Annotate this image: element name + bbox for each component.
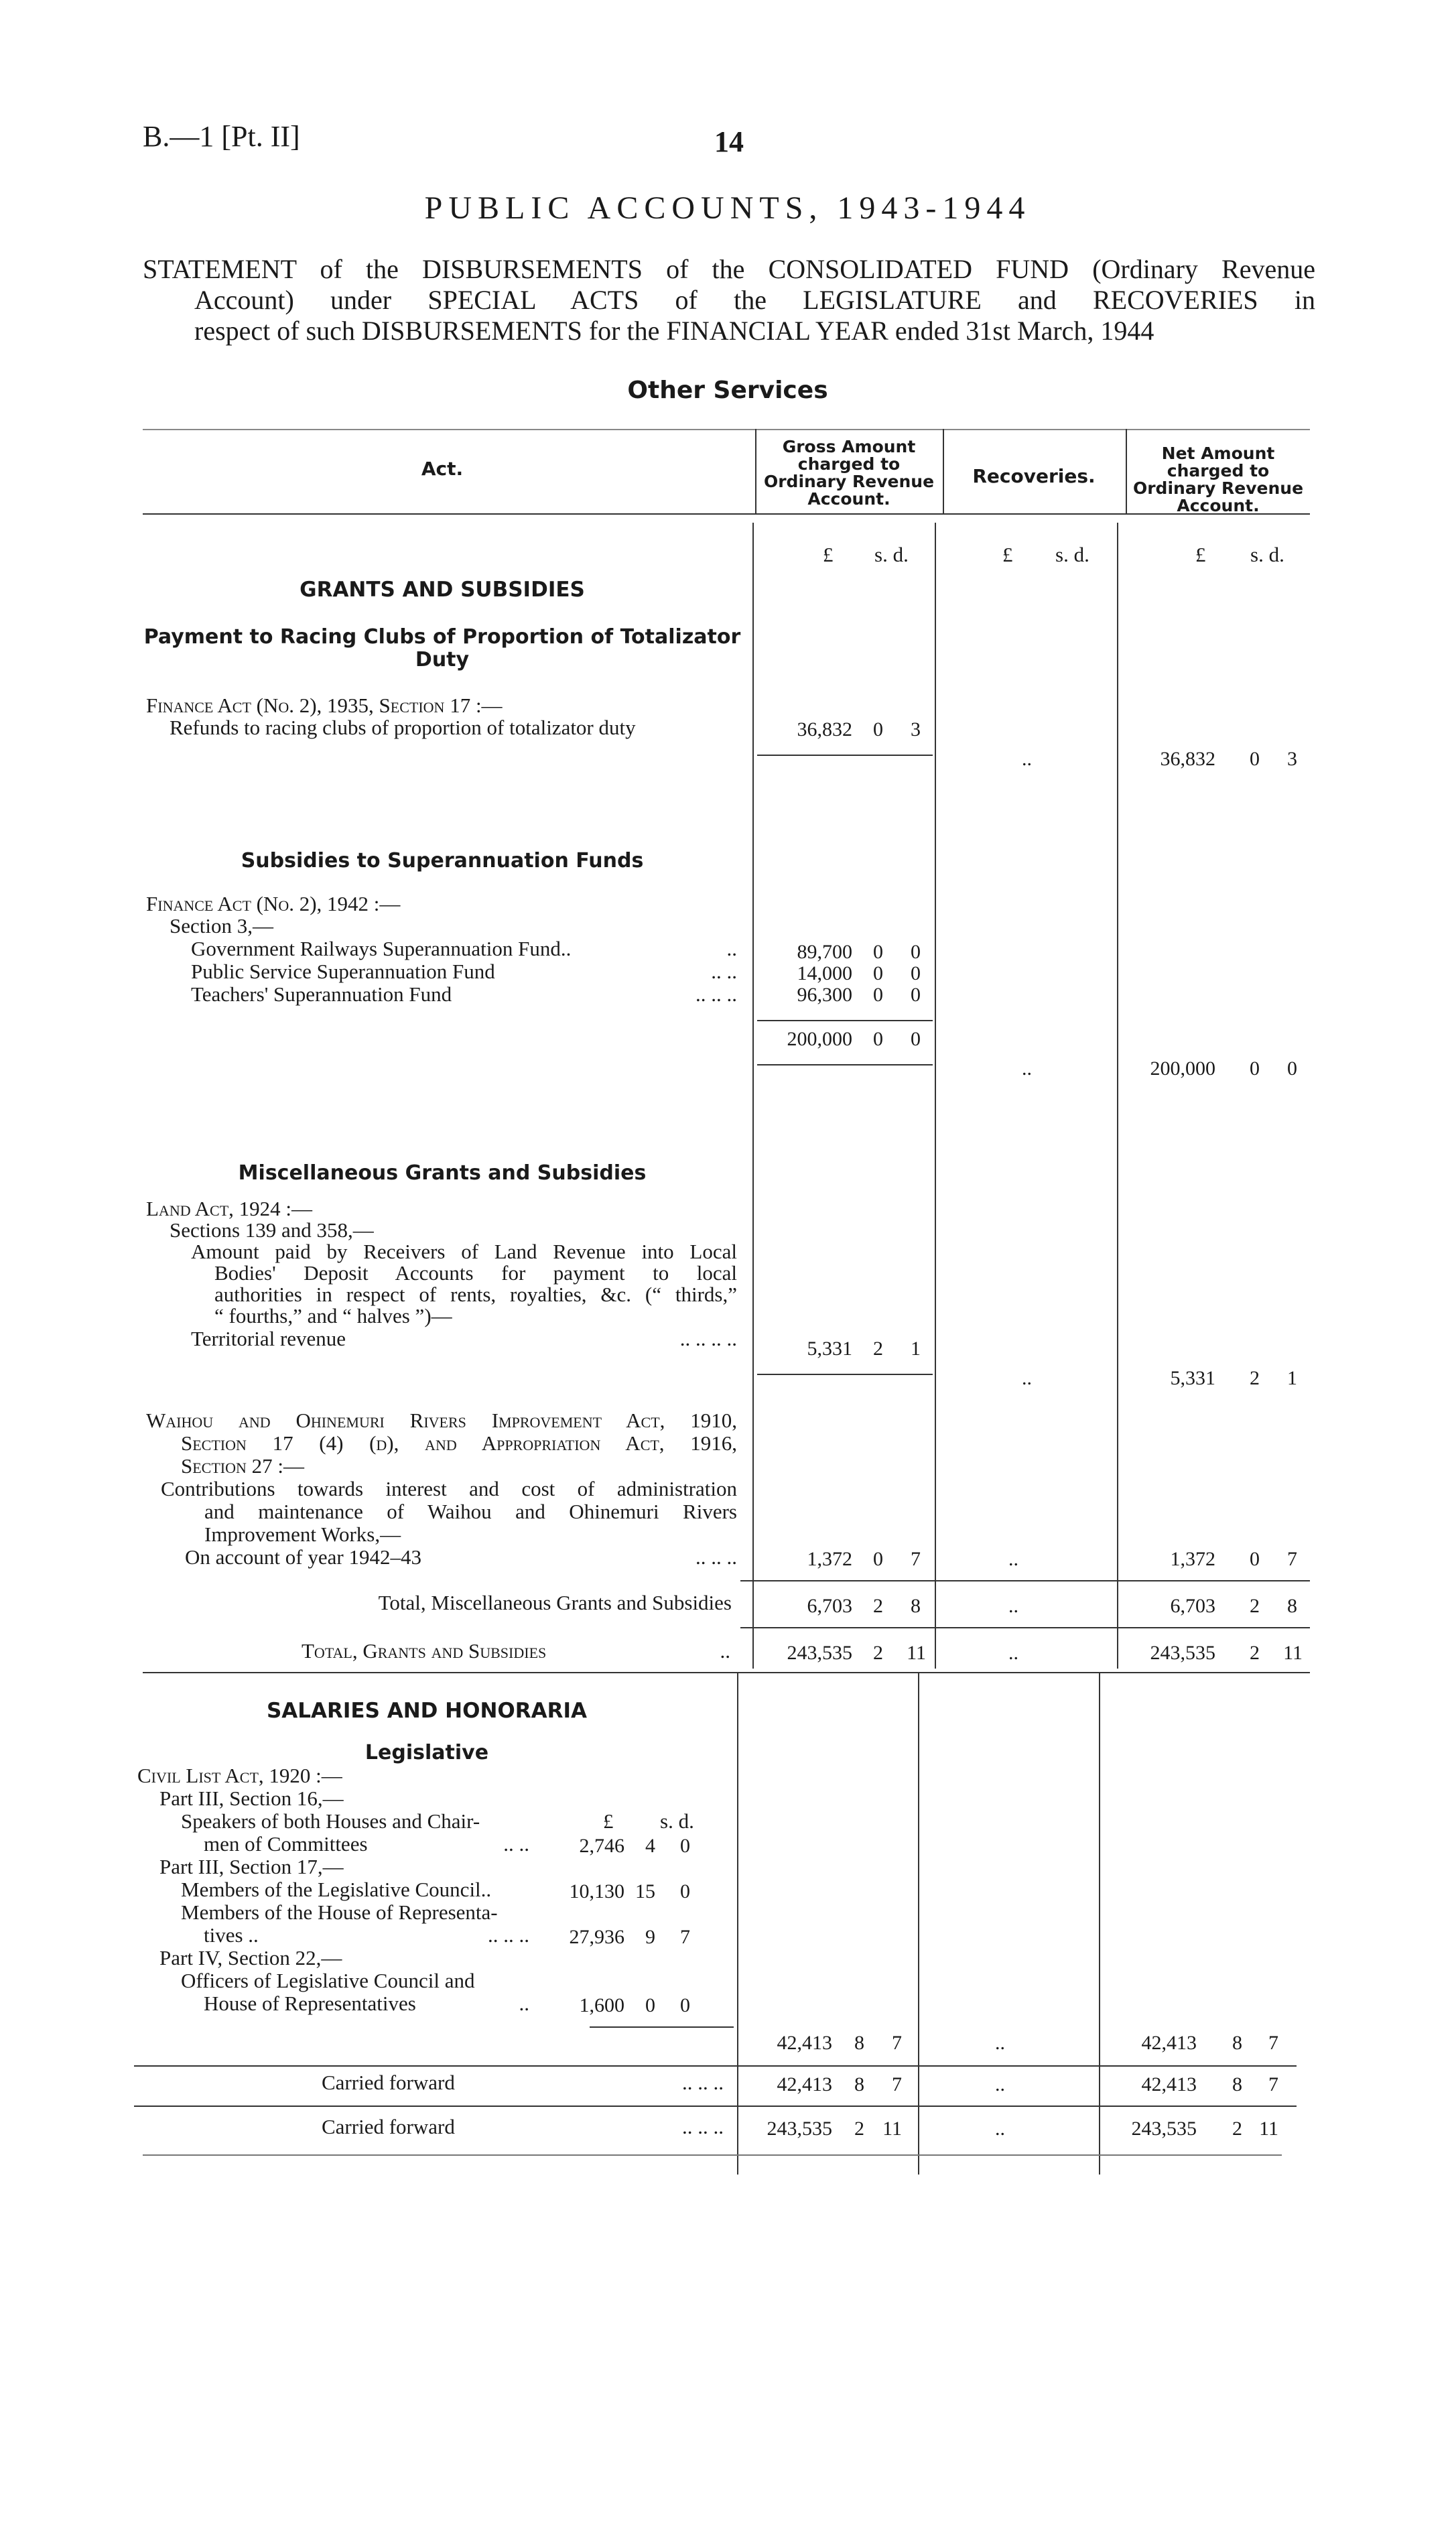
salaries-gross-pounds: 42,413: [777, 2032, 832, 2054]
carried-recoveries: ..: [995, 2073, 1005, 2095]
officers-label: Officers of Legislative Council and: [181, 1969, 475, 1992]
leader-dots: .. .. ..: [682, 2115, 724, 2138]
council-pounds: 10,130: [569, 1880, 624, 1902]
leader-dots: .. .. .. ..: [679, 1327, 737, 1350]
unit-sd: s. d.: [1055, 543, 1089, 566]
super-item-pounds: 96,300: [797, 984, 852, 1006]
territorial-gross-pence: 1: [911, 1338, 921, 1360]
leader-dots: ..: [720, 1639, 730, 1663]
misc-heading: Miscellaneous Grants and Subsidies: [238, 1161, 647, 1185]
bottom-rule: [143, 2154, 1282, 2156]
territorial-net-pence: 1: [1287, 1367, 1297, 1389]
house-pounds: 27,936: [569, 1926, 624, 1948]
territorial-net-shillings: 2: [1250, 1367, 1260, 1389]
grants-heading: GRANTS AND SUBSIDIES: [300, 578, 585, 602]
misc-total-net-pence: 8: [1287, 1595, 1297, 1617]
territorial-recoveries: ..: [1022, 1367, 1032, 1389]
territorial-gross-pounds: 5,331: [807, 1338, 852, 1360]
land-act: Land Act, 1924 :—: [146, 1197, 313, 1220]
leader-dots: .. .. ..: [682, 2071, 724, 2094]
col-divider: [935, 523, 936, 1669]
territorial-label: Territorial revenue: [191, 1327, 346, 1350]
waihou-text: and maintenance of Waihou and Ohinemuri Rivers: [204, 1500, 737, 1523]
speakers-pounds: 2,746: [579, 1835, 624, 1857]
col-divider: [755, 429, 756, 513]
grants-total-gross-shillings: 2: [873, 1642, 883, 1664]
section-heading: Other Services: [627, 377, 828, 404]
super-net-shillings: 0: [1250, 1057, 1260, 1080]
super-item-shillings: 0: [873, 941, 883, 963]
waihou-text: Contributions towards interest and cost of administration: [161, 1477, 737, 1500]
grants-total-net-pence: 11: [1283, 1642, 1303, 1664]
carried-net-pence: 7: [1268, 2073, 1278, 2095]
house-pence: 7: [680, 1926, 690, 1948]
speakers-shillings: 4: [645, 1835, 655, 1857]
part3-16: Part III, Section 16,—: [159, 1787, 344, 1810]
carried-net-shillings: 2: [1232, 2118, 1242, 2140]
officers-pence: 0: [680, 1994, 690, 2016]
officers-shillings: 0: [645, 1994, 655, 2016]
waihou-gross-pounds: 1,372: [807, 1548, 852, 1570]
racing-net-shillings: 0: [1250, 748, 1260, 770]
grants-total-net-pounds: 243,535: [1150, 1642, 1215, 1664]
land-text: “ fourths,” and “ halves ”)—: [214, 1304, 452, 1328]
racing-item: Refunds to racing clubs of proportion of totalizator duty: [170, 716, 636, 739]
column-header-recoveries: Recoveries.: [972, 465, 1096, 487]
racing-gross-pence: 3: [911, 718, 921, 740]
racing-heading: Payment to Racing Clubs of Proportion of Totalizator: [143, 625, 741, 649]
col-divider: [737, 1672, 738, 2175]
col-divider: [943, 429, 944, 513]
house-label: tives ..: [204, 1923, 259, 1947]
unit-pounds: £: [823, 543, 834, 566]
carried-gross-pence: 7: [892, 2073, 902, 2095]
salaries-gross-shillings: 8: [854, 2032, 864, 2054]
unit-pounds: £: [1195, 543, 1206, 566]
racing-recoveries: ..: [1022, 748, 1032, 770]
leader-dots: .. .. ..: [488, 1923, 529, 1947]
waihou-net-pence: 7: [1287, 1548, 1297, 1570]
page-title: PUBLIC ACCOUNTS, 1943-1944: [424, 190, 1031, 226]
land-text: Bodies' Deposit Accounts for payment to local: [214, 1261, 737, 1285]
misc-total-label: Total, Miscellaneous Grants and Subsidies: [378, 1591, 732, 1614]
officers-label: House of Representatives: [204, 1992, 416, 2015]
salaries-net-shillings: 8: [1232, 2032, 1242, 2054]
land-sections: Sections 139 and 358,—: [170, 1218, 374, 1242]
subtotal-rule: [757, 1064, 933, 1065]
carried-gross-pence: 11: [882, 2118, 902, 2140]
col-divider: [1117, 523, 1118, 1669]
racing-gross-pounds: 36,832: [797, 718, 852, 740]
salaries-recoveries: ..: [995, 2032, 1005, 2054]
superannuation-section: Section 3,—: [170, 914, 273, 937]
waihou-year: On account of year 1942–43: [185, 1545, 421, 1569]
misc-total-recoveries: ..: [1008, 1595, 1018, 1617]
officers-pounds: 1,600: [579, 1994, 624, 2016]
leader-dots: .. .. ..: [696, 982, 737, 1006]
super-subtotal-shillings: 0: [873, 1028, 883, 1050]
carried-recoveries: ..: [995, 2118, 1005, 2140]
subtotal-rule: [590, 2026, 734, 2028]
legislative-heading: Legislative: [365, 1741, 489, 1764]
waihou-net-shillings: 0: [1250, 1548, 1260, 1570]
subtotal-rule: [757, 1020, 933, 1021]
unit-sd: s. d.: [660, 1809, 694, 1833]
misc-total-gross-pounds: 6,703: [807, 1595, 852, 1617]
territorial-gross-shillings: 2: [873, 1338, 883, 1360]
civil-list-act: Civil List Act, 1920 :—: [137, 1764, 342, 1787]
carried-net-pounds: 42,413: [1141, 2073, 1197, 2095]
house-shillings: 9: [645, 1926, 655, 1948]
page-number: 14: [714, 125, 744, 158]
carried-gross-shillings: 8: [854, 2073, 864, 2095]
super-recoveries: ..: [1022, 1057, 1032, 1080]
land-text: authorities in respect of rents, royalties, &c. (“ thirds,”: [214, 1283, 737, 1306]
superannuation-act: Finance Act (No. 2), 1942 :—: [146, 892, 401, 915]
super-net-pounds: 200,000: [1150, 1057, 1215, 1080]
grants-total-label: Total, Grants and Subsidies: [302, 1639, 547, 1663]
waihou-act: Waihou and Ohinemuri Rivers Improvement Act, 1910,: [146, 1409, 737, 1432]
super-subtotal-pounds: 200,000: [787, 1028, 852, 1050]
racing-net-pence: 3: [1287, 748, 1297, 770]
racing-net-pounds: 36,832: [1160, 748, 1215, 770]
waihou-net-pounds: 1,372: [1170, 1548, 1215, 1570]
col-divider: [1099, 1672, 1100, 2175]
grants-total-recoveries: ..: [1008, 1642, 1018, 1664]
council-pence: 0: [680, 1880, 690, 1902]
super-item-label: Public Service Superannuation Fund: [191, 960, 495, 983]
salaries-net-pounds: 42,413: [1141, 2032, 1197, 2054]
super-item-pence: 0: [911, 984, 921, 1006]
col-divider: [918, 1672, 919, 2175]
col-divider: [1126, 429, 1127, 513]
document-reference: B.—1 [Pt. II]: [143, 120, 300, 153]
territorial-net-pounds: 5,331: [1170, 1367, 1215, 1389]
misc-total-net-shillings: 2: [1250, 1595, 1260, 1617]
salaries-net-pence: 7: [1268, 2032, 1278, 2054]
speakers-pence: 0: [680, 1835, 690, 1857]
racing-heading: Duty: [415, 648, 470, 671]
part3-17: Part III, Section 17,—: [159, 1855, 344, 1878]
table-top-rule: [143, 429, 1310, 430]
racing-act: Finance Act (No. 2), 1935, Section 17 :—: [146, 694, 503, 717]
col-divider: [752, 523, 754, 1669]
unit-sd: s. d.: [874, 543, 909, 566]
column-header-gross: Gross Amount charged to Ordinary Revenue Account.: [763, 437, 935, 509]
part4-22: Part IV, Section 22,—: [159, 1946, 342, 1969]
misc-total-net-pounds: 6,703: [1170, 1595, 1215, 1617]
column-header-net: Net Amount charged to Ordinary Revenue Account.: [1132, 444, 1304, 515]
waihou-act: Section 17 (4) (d), and Appropriation Act, 1916,: [181, 1431, 737, 1455]
super-item-pounds: 89,700: [797, 941, 852, 963]
waihou-gross-shillings: 0: [873, 1548, 883, 1570]
carried-forward-label: Carried forward: [322, 2115, 455, 2138]
misc-total-gross-pence: 8: [911, 1595, 921, 1617]
grants-total-gross-pence: 11: [907, 1642, 926, 1664]
super-item-label: Teachers' Superannuation Fund: [191, 982, 452, 1006]
leader-dots: ..: [519, 1992, 529, 2015]
leader-dots: .. .. ..: [696, 1545, 737, 1569]
unit-pounds: £: [603, 1809, 614, 1833]
council-label: Members of the Legislative Council..: [181, 1878, 492, 1901]
carried-gross-pounds: 243,535: [767, 2118, 832, 2140]
carried-rule: [134, 2106, 1297, 2107]
super-item-pence: 0: [911, 941, 921, 963]
speakers-label: Speakers of both Houses and Chair-: [181, 1809, 480, 1833]
leader-dots: .. ..: [503, 1832, 529, 1856]
total-rule: [740, 1627, 1310, 1628]
super-net-pence: 0: [1287, 1057, 1297, 1080]
statement-line-2: Account) under SPECIAL ACTS of the LEGISLATURE and RECOVERIES in: [194, 285, 1315, 315]
waihou-gross-pence: 7: [911, 1548, 921, 1570]
carried-net-shillings: 8: [1232, 2073, 1242, 2095]
carried-net-pence: 11: [1259, 2118, 1278, 2140]
waihou-act: Section 27 :—: [181, 1454, 305, 1478]
total-rule: [740, 1580, 1310, 1581]
super-item-pounds: 14,000: [797, 962, 852, 984]
carried-forward-label: Carried forward: [322, 2071, 455, 2094]
subtotal-rule: [757, 1374, 933, 1375]
salaries-heading: SALARIES AND HONORARIA: [266, 1699, 588, 1723]
grants-total-gross-pounds: 243,535: [787, 1642, 852, 1664]
super-subtotal-pence: 0: [911, 1028, 921, 1050]
council-shillings: 15: [635, 1880, 655, 1902]
super-item-shillings: 0: [873, 984, 883, 1006]
section-rule: [143, 1672, 1310, 1673]
leader-dots: .. ..: [711, 960, 737, 983]
carried-gross-shillings: 2: [854, 2118, 864, 2140]
superannuation-heading: Subsidies to Superannuation Funds: [241, 849, 644, 872]
waihou-text: Improvement Works,—: [204, 1523, 401, 1546]
super-item-label: Government Railways Superannuation Fund..: [191, 937, 572, 960]
misc-total-gross-shillings: 2: [873, 1595, 883, 1617]
super-item-shillings: 0: [873, 962, 883, 984]
unit-sd: s. d.: [1250, 543, 1284, 566]
house-label: Members of the House of Representa-: [181, 1900, 498, 1924]
racing-gross-shillings: 0: [873, 718, 883, 740]
carried-rule: [134, 2065, 1297, 2067]
waihou-recoveries: ..: [1008, 1548, 1018, 1570]
speakers-label: men of Committees: [204, 1832, 368, 1856]
leader-dots: ..: [726, 937, 737, 960]
subtotal-rule: [757, 755, 933, 756]
statement-line-1: STATEMENT of the DISBURSEMENTS of the CONSOLIDATED FUND (Ordinary Revenue: [143, 254, 1315, 284]
land-text: Amount paid by Receivers of Land Revenue into Local: [191, 1240, 737, 1263]
salaries-gross-pence: 7: [892, 2032, 902, 2054]
carried-gross-pounds: 42,413: [777, 2073, 832, 2095]
super-item-pence: 0: [911, 962, 921, 984]
carried-net-pounds: 243,535: [1131, 2118, 1197, 2140]
grants-total-net-shillings: 2: [1250, 1642, 1260, 1664]
unit-pounds: £: [1002, 543, 1013, 566]
statement-line-3: respect of such DISBURSEMENTS for the FINANCIAL YEAR ended 31st March, 1944: [194, 316, 1154, 346]
column-header-act: Act.: [421, 458, 464, 480]
